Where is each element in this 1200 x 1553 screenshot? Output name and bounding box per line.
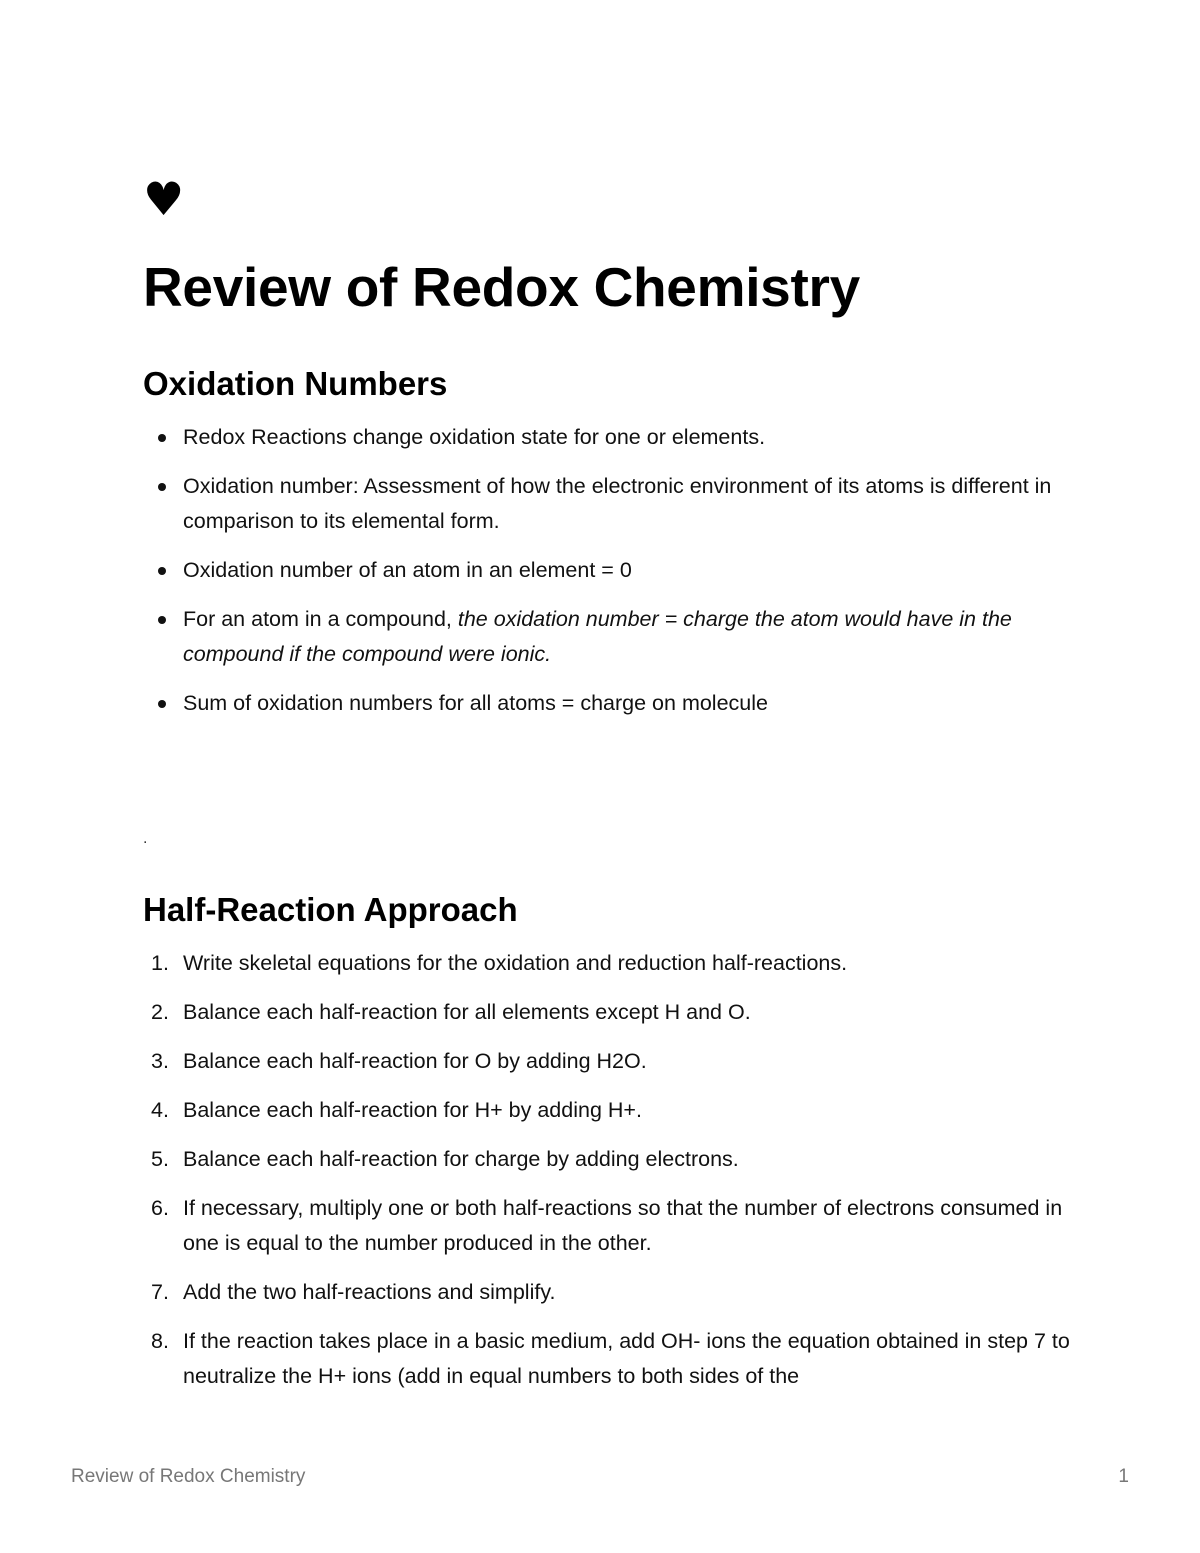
list-item [143,1142,1083,1177]
heart-icon: ♥ [143,172,185,226]
bullet-icon [158,567,166,575]
step-number: 1. [151,951,169,975]
list-item-text: Redox Reactions change oxidation state for one or elements. [183,425,766,449]
list-item [143,946,1083,981]
footer-title: Review of Redox Chemistry [71,1466,306,1487]
step-text: Balance each half-reaction for all elements except H and O. [183,1000,751,1024]
step-number: 5. [151,1147,169,1171]
step-text: Balance each half-reaction for O by adding H2O. [183,1049,647,1073]
list-item [143,1044,1083,1079]
step-text: Balance each half-reaction for H+ by adding H+. [183,1098,642,1122]
step-text: If the reaction takes place in a basic medium, add OH- ions the equation obtained in step 7 to neutralize the H+ ions (add in equal numbers to both sides of the [183,1329,1070,1388]
list-item [143,420,1083,455]
step-text: If necessary, multiply one or both half-reactions so that the number of electrons consumed in one is equal to the number produced in the other. [183,1196,1063,1255]
list-item-text: Oxidation number: Assessment of how the electronic environment of its atoms is different in comparison to its elemental form. [183,474,1052,533]
step-number: 8. [151,1329,169,1353]
list-item [143,995,1083,1030]
list-item [143,602,1083,672]
separator-mark: . [143,830,148,847]
step-text: Add the two half-reactions and simplify. [183,1280,556,1304]
oxidation-bullet-list [143,420,1083,735]
list-item [143,686,1083,721]
step-number: 3. [151,1049,169,1073]
step-number: 2. [151,1000,169,1024]
list-item-italic-text: the oxidation number = charge the atom would have in the compound if the compound were ionic. [183,607,1012,666]
bullet-icon [158,616,166,624]
list-item [143,1275,1083,1310]
half-reaction-steps-list [143,946,1083,1408]
step-text: Write skeletal equations for the oxidation and reduction half-reactions. [183,951,848,975]
list-item-text: Oxidation number of an atom in an element = 0 [183,558,632,582]
bullet-icon [158,483,166,491]
step-number: 4. [151,1098,169,1122]
list-item [143,553,1083,588]
list-item [143,469,1083,539]
bullet-icon [158,700,166,708]
section-heading-oxidation-numbers: Oxidation Numbers [143,365,448,402]
step-number: 6. [151,1196,169,1220]
bullet-icon [158,434,166,442]
page-title: Review of Redox Chemistry [143,256,860,318]
footer-page-number: 1 [1118,1466,1129,1487]
list-item-text: Sum of oxidation numbers for all atoms = charge on molecule [183,691,768,715]
section-heading-half-reaction-approach: Half-Reaction Approach [143,891,518,928]
list-item [143,1191,1083,1261]
step-text: Balance each half-reaction for charge by adding electrons. [183,1147,739,1171]
list-item [143,1324,1083,1394]
step-number: 7. [151,1280,169,1304]
list-item-text: For an atom in a compound, [183,607,458,631]
list-item [143,1093,1083,1128]
